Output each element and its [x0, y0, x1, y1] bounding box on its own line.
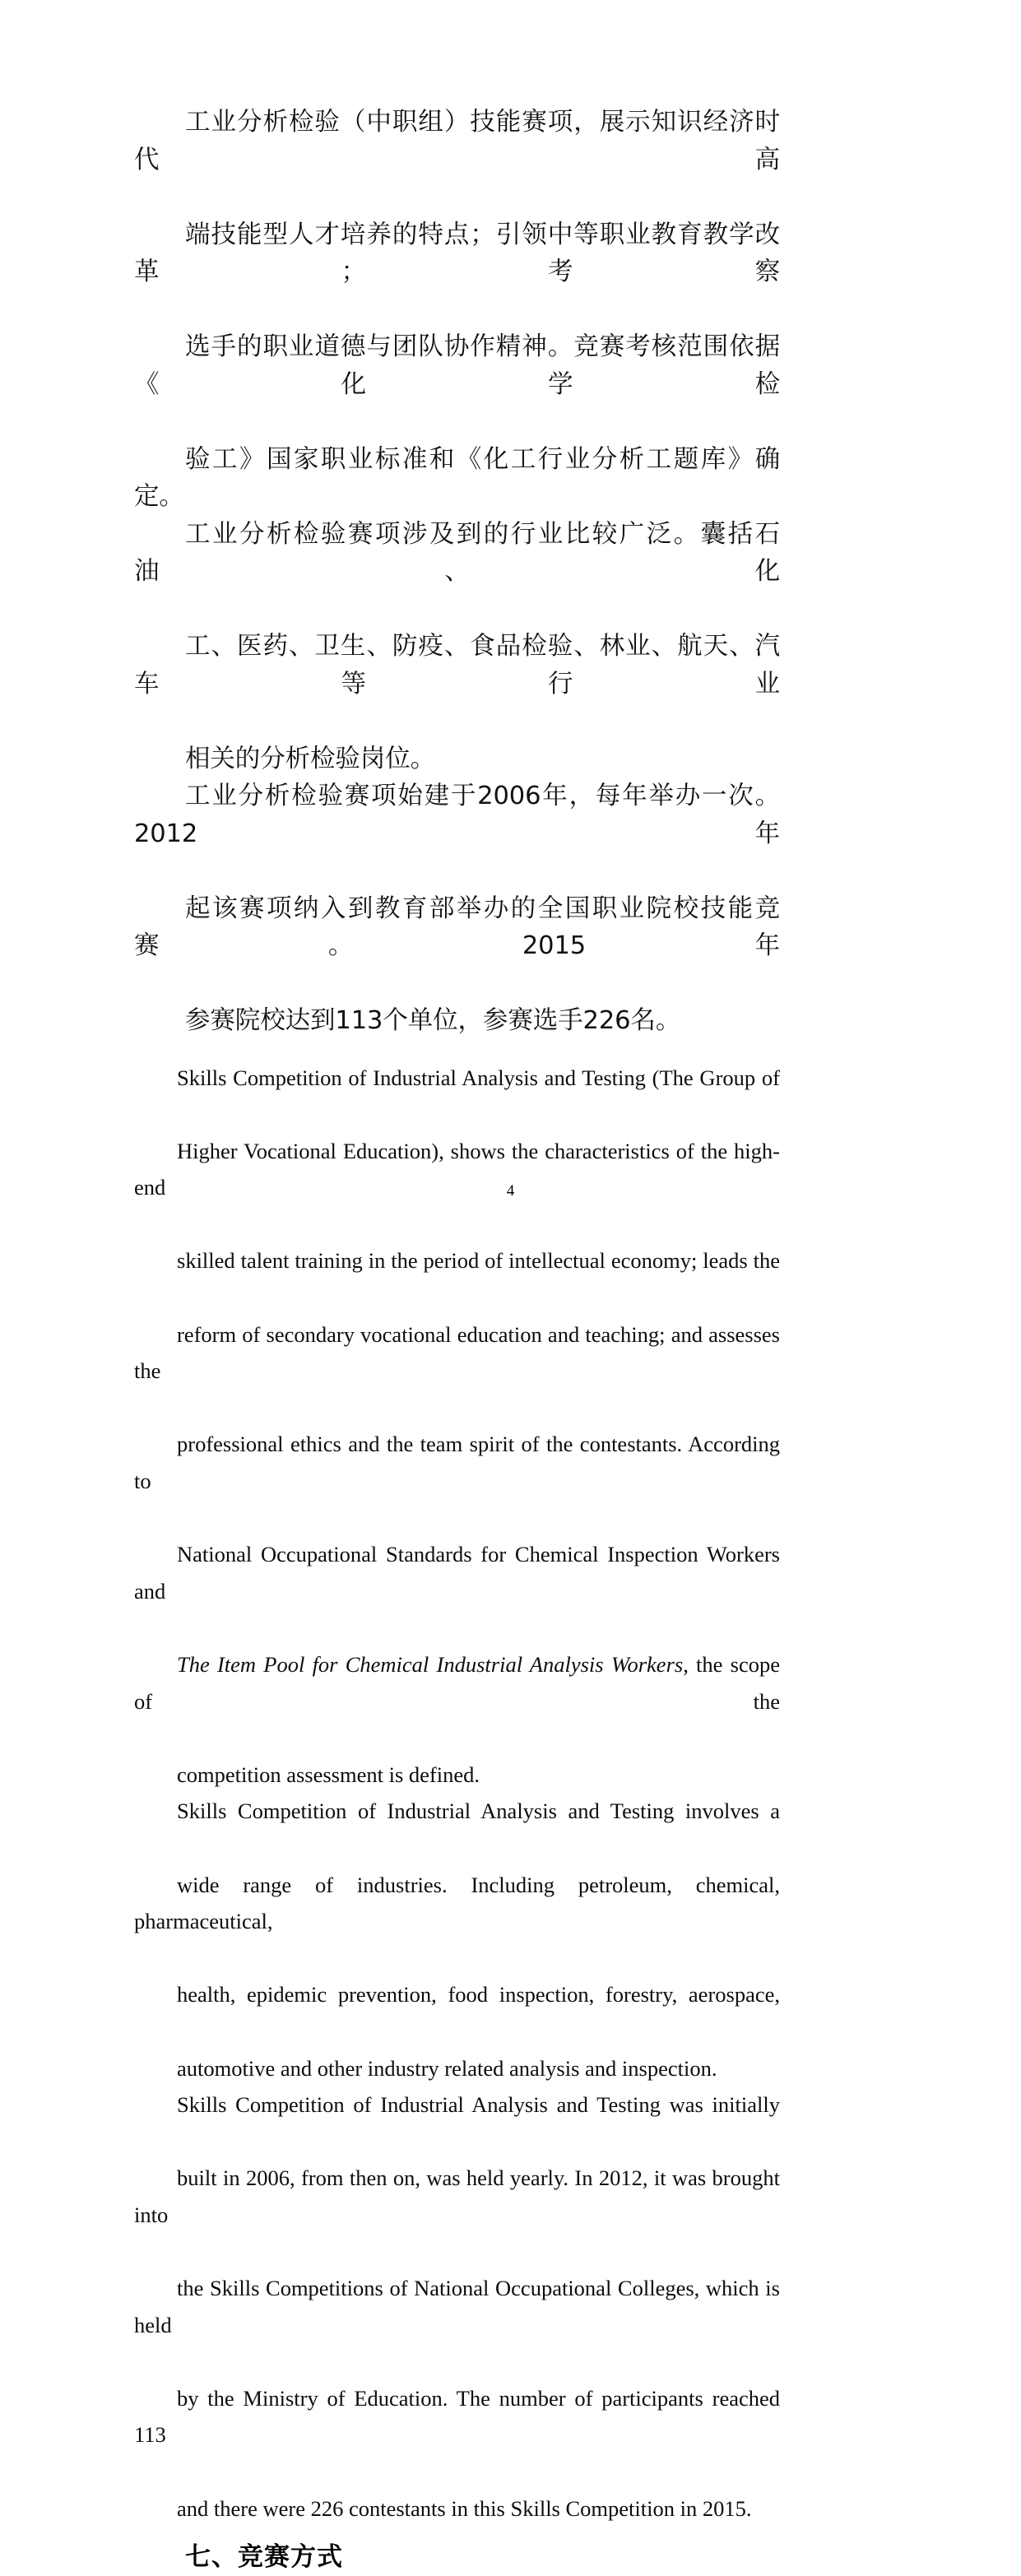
text-line: Higher Vocational Education), shows the characteristics of the high-end — [134, 1138, 780, 1200]
text-line: 工业分析检验（中职组）技能赛项，展示知识经济时代高 — [134, 108, 780, 174]
text-line-italic-mixed — [134, 1646, 780, 1757]
english-paragraph-3 — [134, 2086, 780, 2527]
english-paragraph-2 — [134, 1793, 780, 2086]
text-line: competition assessment is defined. — [177, 1761, 480, 1787]
text-line: automotive and other industry related analysis and inspection. — [177, 2055, 717, 2081]
text-line-tail: , the scope of the — [134, 1652, 780, 1714]
text-line: 起该赛项纳入到教育部举办的全国职业院校技能竞赛。2015年 — [134, 893, 780, 960]
text-line: Skills Competition of Industrial Analysis and Testing involves a — [177, 1799, 780, 1824]
chinese-paragraph-2 — [134, 516, 780, 778]
text-line: Skills Competition of Industrial Analysis and Testing (The Group of — [177, 1065, 780, 1090]
chinese-paragraph-1 — [134, 104, 780, 516]
text-line: 选手的职业道德与团队协作精神。竞赛考核范围依据《化学检 — [134, 332, 780, 399]
text-line: built in 2006, from then on, was held yearly. In 2012, it was brought into — [134, 2165, 780, 2227]
text-line: 验工》国家职业标准和《化工行业分析工题库》确定。 — [134, 444, 780, 511]
chinese-paragraph-3 — [134, 777, 780, 1040]
text-line: 工业分析检验赛项始建于2006年，每年举办一次。2012年 — [134, 782, 780, 848]
page-footer — [0, 1182, 1021, 1200]
section-heading-competition-method: 七、竞赛方式 — [185, 2542, 343, 2573]
text-line: 端技能型人才培养的特点；引领中等职业教育教学改革；考察 — [134, 220, 780, 286]
text-line: Skills Competition of Industrial Analysis and Testing was initially — [177, 2092, 780, 2118]
text-line: reform of secondary vocational education and teaching; and assesses the — [134, 1321, 780, 1384]
text-line: National Occupational Standards for Chemical Inspection Workers and — [134, 1542, 780, 1604]
text-line: and there were 226 contestants in this Skills Competition in 2015. — [177, 2495, 752, 2521]
text-line: health, epidemic prevention, food inspection, forestry, aerospace, — [177, 1982, 780, 2007]
text-line: 相关的分析检验岗位。 — [185, 744, 435, 773]
page-number: 4 — [506, 1182, 515, 1200]
italic-title-text: The Item Pool for Chemical Industrial Analysis Workers — [177, 1652, 684, 1677]
text-line: 参赛院校达到113个单位，参赛选手226名。 — [185, 1006, 681, 1035]
page-content — [134, 104, 780, 2576]
english-paragraph-1 — [134, 1060, 780, 1794]
text-line: professional ethics and the team spirit of the contestants. According to — [134, 1432, 780, 1494]
text-line: wide range of industries. Including petroleum, chemical, pharmaceutical, — [134, 1872, 780, 1934]
text-line: 工、医药、卫生、防疫、食品检验、林业、航天、汽车等行业 — [134, 632, 780, 699]
text-line: the Skills Competitions of National Occupational Colleges, which is held — [134, 2276, 780, 2337]
text-line: 工业分析检验赛项涉及到的行业比较广泛。囊括石油、化 — [134, 519, 780, 586]
text-line: skilled talent training in the period of intellectual economy; leads the — [177, 1248, 780, 1274]
text-line: by the Ministry of Education. The number of participants reached 113 — [134, 2385, 780, 2448]
